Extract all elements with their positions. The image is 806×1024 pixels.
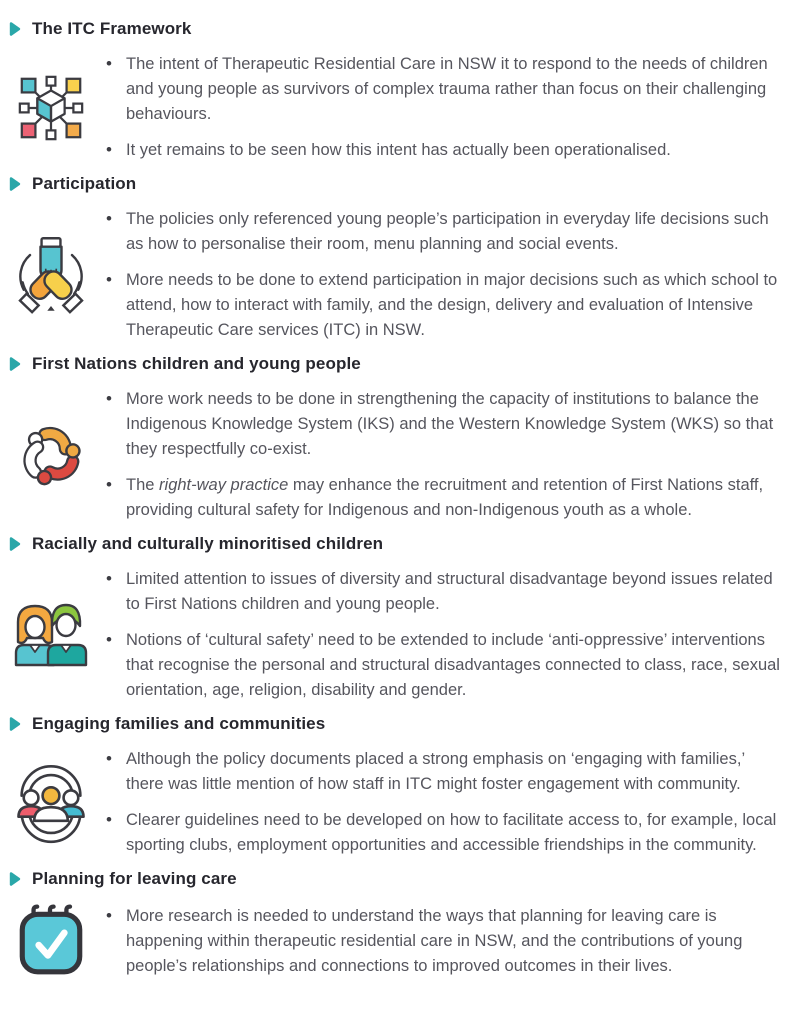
bullet-text: More needs to be done to extend participation in major decisions such as which school to attend, how to interact with family, and the design, delivery and evaluation of Intensive Therapeutic Care services (ITC) in NSW. (126, 271, 778, 339)
calendar-check-icon (0, 902, 102, 980)
bullet-item (126, 808, 784, 858)
section-leaving-care (0, 869, 806, 980)
bullet-text: It yet remains to be seen how this intent has actually been operationalised. (126, 141, 671, 159)
bullet-item (126, 473, 784, 523)
bullet-item (126, 567, 784, 617)
triangle-bullet-icon (9, 871, 21, 887)
network-framework-icon (0, 71, 102, 145)
section-heading-row (0, 354, 806, 374)
bullet-text: Notions of ‘cultural safety’ need to be extended to include ‘anti-oppressive’ interventions that recognise the personal and structural disadvantages connected to class, race, sexual orientation, age, religion, disability and gender. (126, 631, 780, 699)
bullet-text: The policies only referenced young people’s participation in everyday life decisions such as how to personalise their room, menu planning and social events. (126, 210, 769, 253)
bullet-item (126, 904, 784, 979)
bullet-text: Although the policy documents placed a strong emphasis on ‘engaging with families,’ there was little mention of how staff in ITC might foster engagement with community. (126, 750, 745, 793)
bullet-text: More work needs to be done in strengthening the capacity of institutions to balance the Indigenous Knowledge System (IKS) and the Western Knowledge System (WKS) so that they respectfully co-exist. (126, 390, 774, 458)
triangle-bullet-icon (9, 356, 21, 372)
triangle-bullet-icon (9, 176, 21, 192)
section-heading-row (0, 869, 806, 889)
bullet-item (126, 387, 784, 462)
two-children-icon (0, 597, 102, 673)
section-engaging-families (0, 714, 806, 858)
bullet-item (126, 52, 784, 127)
triangle-bullet-icon (9, 536, 21, 552)
bullet-text: The (126, 476, 160, 494)
section-body (0, 567, 806, 703)
triangle-bullet-icon (9, 716, 21, 732)
bullet-item (126, 207, 784, 257)
section-first-nations (0, 354, 806, 523)
section-body (0, 52, 806, 163)
section-title-engaging-families: Engaging families and communities (32, 714, 326, 733)
bullet-text: right-way practice (159, 476, 289, 494)
first-nations-people-icon (0, 413, 102, 497)
section-itc-framework (0, 19, 806, 163)
bullet-item (126, 268, 784, 343)
section-title-itc-framework: The ITC Framework (32, 19, 192, 38)
bullet-list (102, 207, 806, 343)
bullet-item (126, 138, 784, 163)
section-title-minoritised-children: Racially and culturally minoritised children (32, 534, 384, 553)
bullet-text: may enhance the recruitment and retention of First Nations staff, providing cultural safety for Indigenous and non-Indigenous youth as a whole. (126, 476, 764, 519)
bullet-list (102, 747, 806, 858)
section-body (0, 207, 806, 343)
triangle-bullet-icon (9, 21, 21, 37)
bullet-list (102, 387, 806, 523)
sections-container (0, 19, 806, 980)
bullet-list (102, 904, 806, 979)
section-heading-row (0, 714, 806, 734)
section-body (0, 902, 806, 980)
section-participation (0, 174, 806, 343)
section-heading-row (0, 174, 806, 194)
bullet-item (126, 747, 784, 797)
bullet-list (102, 52, 806, 163)
section-body (0, 747, 806, 858)
section-body (0, 387, 806, 523)
section-title-first-nations: First Nations children and young people (32, 354, 361, 373)
section-minoritised-children (0, 534, 806, 703)
bullet-item (126, 628, 784, 703)
section-title-participation: Participation (32, 174, 137, 193)
community-circle-icon (0, 760, 102, 846)
bullet-list (102, 567, 806, 703)
report-summary-page (0, 19, 806, 980)
bullet-text: The intent of Therapeutic Residential Care in NSW it to respond to the needs of children and young people as survivors of complex trauma rather than focus on their challenging behaviours. (126, 55, 768, 123)
bullet-text: More research is needed to understand the ways that planning for leaving care is happening within therapeutic residential care in NSW, and the contributions of young people’s relationships and connections to improved outcomes in their lives. (126, 906, 743, 975)
section-heading-row (0, 534, 806, 554)
section-heading-row (0, 19, 806, 39)
bullet-text: Limited attention to issues of diversity and structural disadvantage beyond issues related to First Nations children and young people. (126, 570, 773, 613)
bullet-text: Clearer guidelines need to be developed on how to facilitate access to, for example, local sporting clubs, employment opportunities and accessible friendships in the community. (126, 811, 777, 854)
section-title-leaving-care: Planning for leaving care (32, 869, 237, 888)
joined-hands-icon (0, 233, 102, 317)
